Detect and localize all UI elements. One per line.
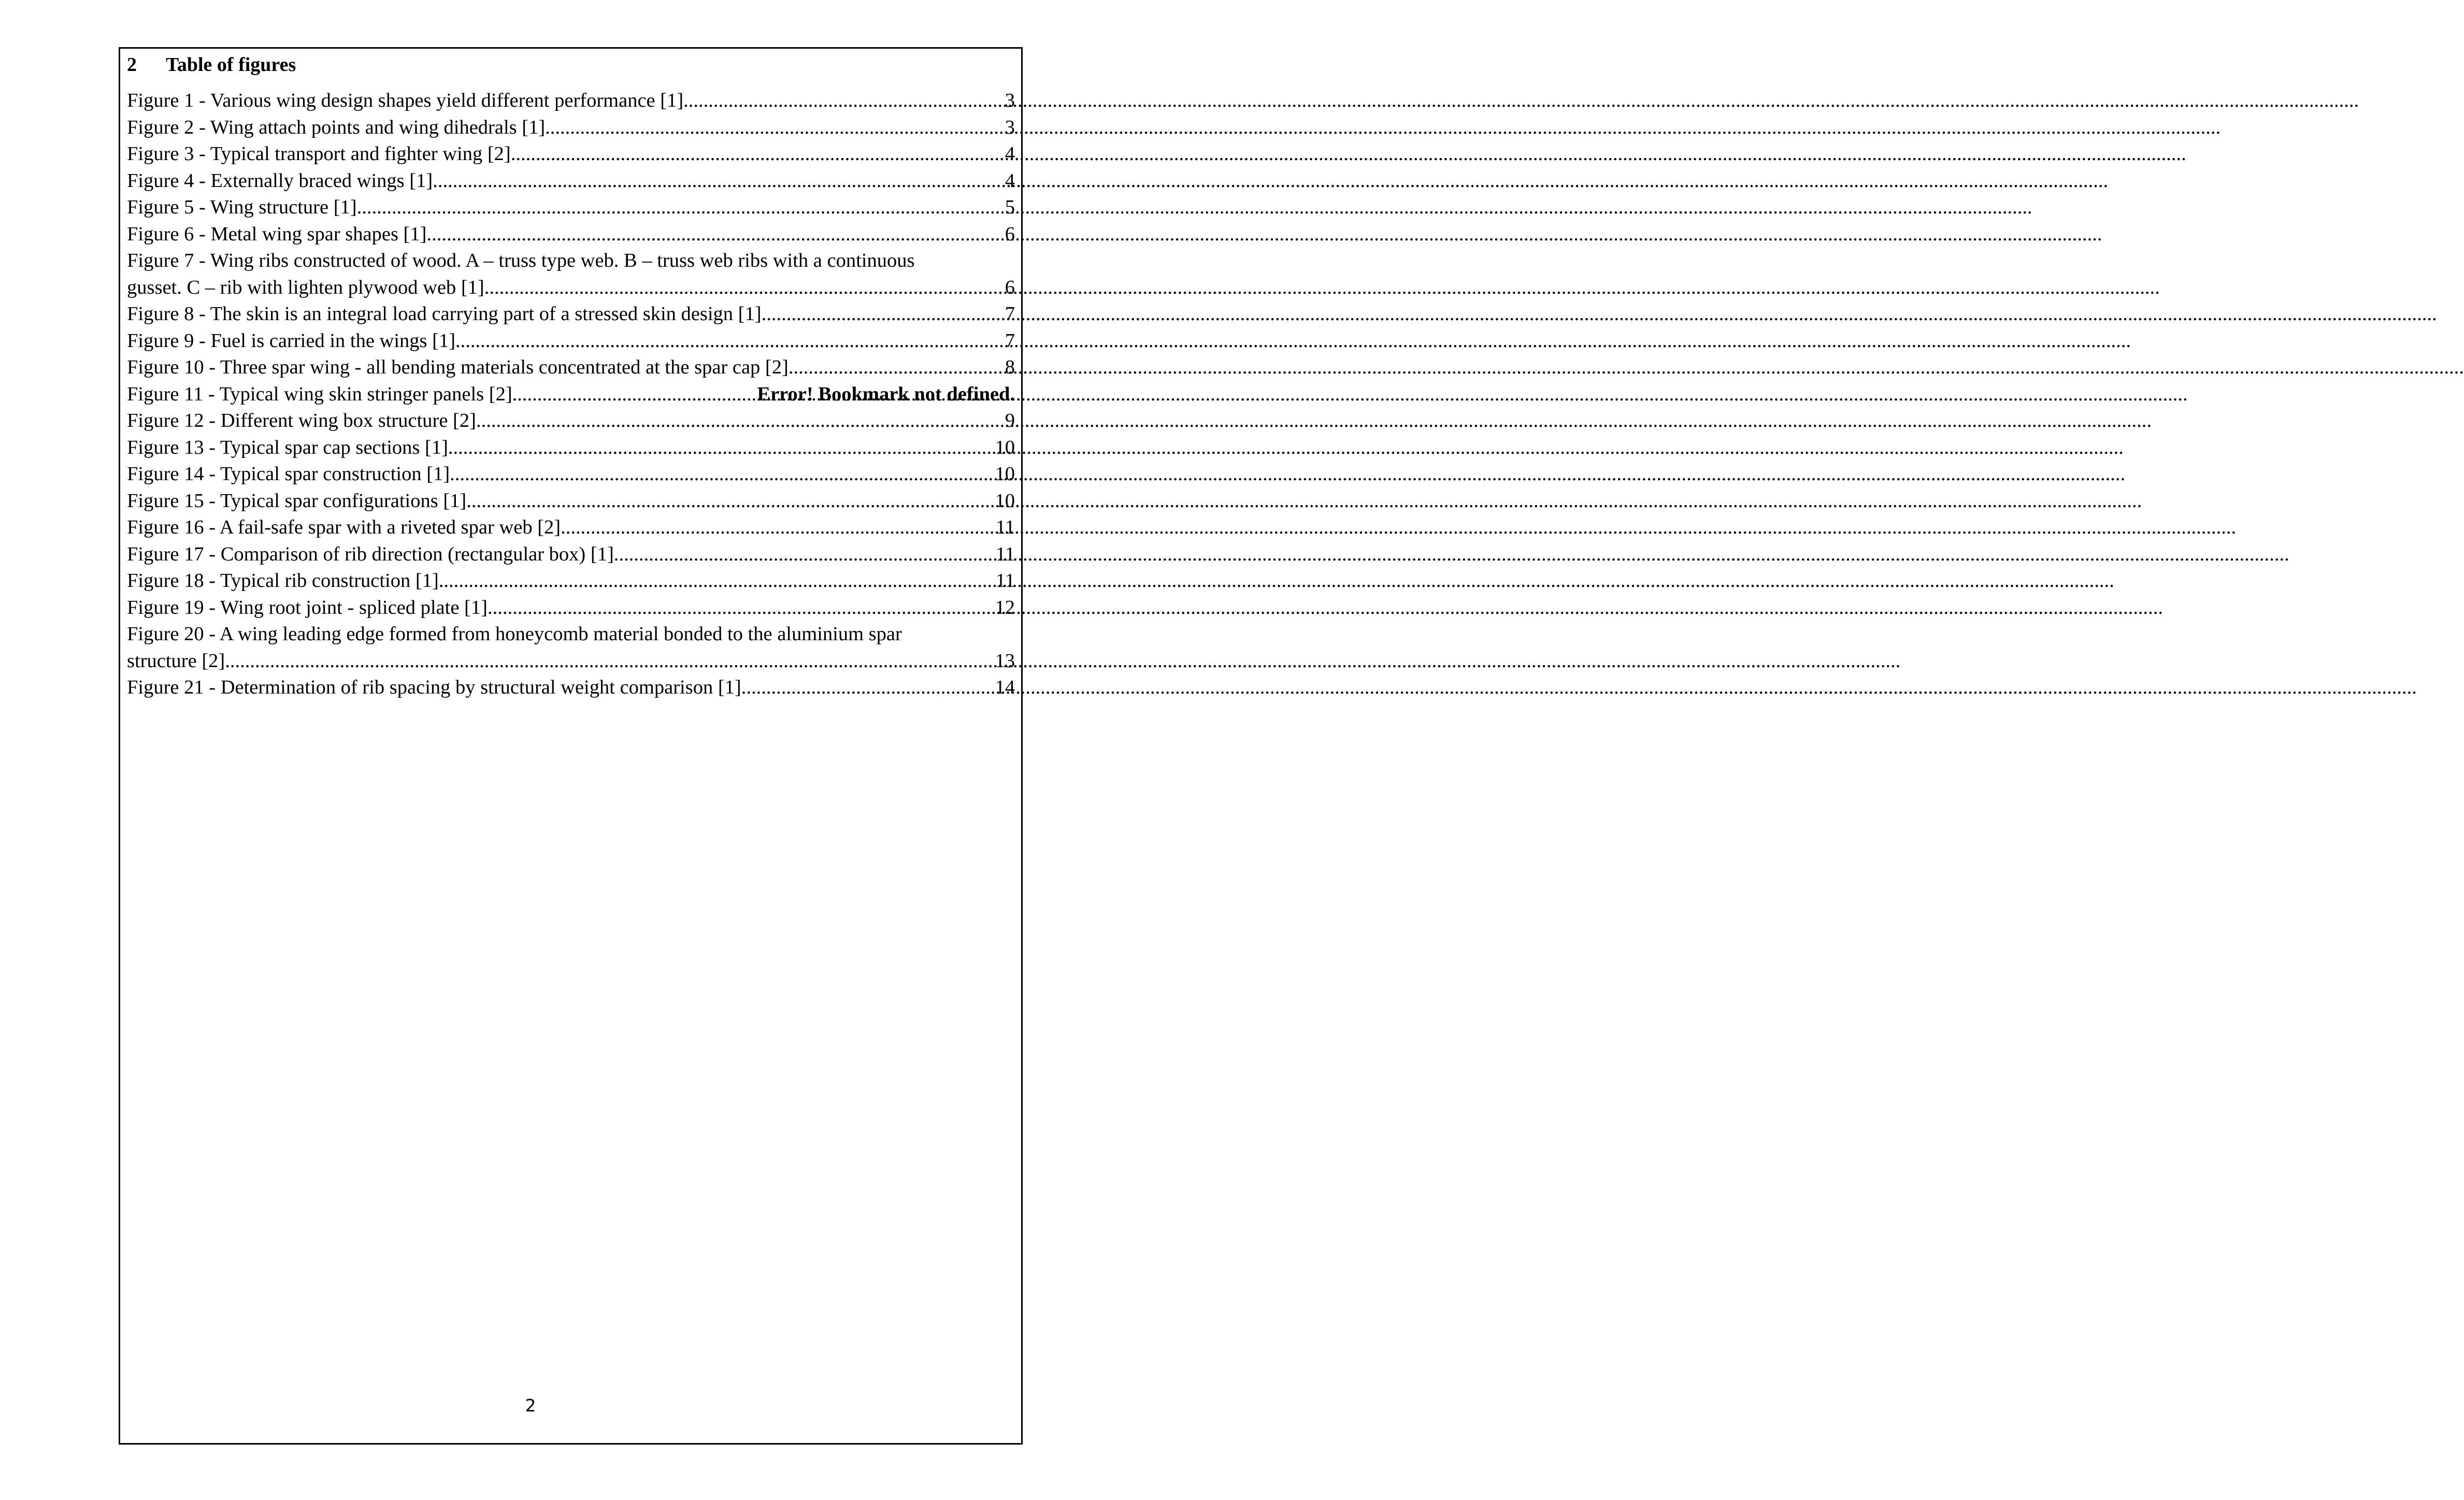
toc-entry-text: gusset. C – rib with lighten plywood web [1]: [127, 276, 484, 298]
toc-entry[interactable]: [127, 514, 1015, 541]
toc-page-number: 11: [995, 516, 1015, 538]
dot-leader: [455, 328, 1005, 355]
toc-entry-line: [127, 408, 1015, 435]
toc-entry[interactable]: [127, 408, 1015, 435]
dot-leader: [545, 114, 1005, 141]
toc-entry[interactable]: [127, 381, 1015, 408]
dot-leader: [561, 514, 996, 541]
toc-page-number: 11: [995, 543, 1015, 565]
toc-entry-text: Figure 12 - Different wing box structure [2]: [127, 410, 476, 431]
toc-entry[interactable]: [127, 88, 1015, 114]
toc-page-number: 6: [1005, 276, 1015, 298]
toc-entry-text: Figure 8 - The skin is an integral load carrying part of a stressed skin design [1]: [127, 303, 762, 325]
dot-leader: [357, 194, 1005, 221]
toc-entry-text: Figure 10 - Three spar wing - all bending materials concentrated at the spar cap [2]: [127, 356, 789, 378]
toc-entry-text: Figure 16 - A fail-safe spar with a riveted spar web [2]: [127, 516, 561, 538]
toc-entry-line: [127, 488, 1015, 515]
toc-entry-text: Figure 20 - A wing leading edge formed from honeycomb material bonded to the aluminium spar: [127, 623, 902, 645]
dot-leader: [488, 595, 995, 622]
toc-entry-text: Figure 13 - Typical spar cap sections [1]: [127, 436, 448, 458]
toc-entry[interactable]: [127, 488, 1015, 515]
toc-entry-text: Figure 15 - Typical spar configurations [1]: [127, 489, 467, 512]
toc-entry-line: [127, 381, 1015, 408]
dot-leader: [789, 354, 1005, 381]
dot-leader: [426, 221, 1005, 248]
toc-entry-line: [127, 248, 1015, 275]
toc-entry-text: Figure 7 - Wing ribs constructed of wood. A – truss type web. B – truss web ribs with a continuous: [127, 250, 915, 271]
section-heading: [127, 52, 296, 78]
dot-leader: [614, 541, 996, 568]
toc-entry[interactable]: [127, 141, 1015, 168]
toc-entry[interactable]: [127, 435, 1015, 461]
toc-entry-text: structure [2]: [127, 650, 225, 672]
dot-leader: [450, 461, 995, 488]
dot-leader: [225, 648, 995, 675]
dot-leader: [439, 568, 996, 595]
toc-page-number: Error! Bookmark not defined.: [757, 383, 1015, 405]
toc-entry-line: [127, 568, 1015, 595]
toc-entry-text: Figure 3 - Typical transport and fighter wing [2]: [127, 143, 511, 165]
toc-page-number: 5: [1005, 196, 1015, 218]
toc-entry-text: Figure 17 - Comparison of rib direction (rectangular box) [1]: [127, 543, 614, 565]
dot-leader: [762, 301, 1005, 328]
toc-page-number: 14: [995, 676, 1015, 698]
toc-entry-text: Figure 19 - Wing root joint - spliced plate [1]: [127, 596, 488, 618]
toc-page-number: 10: [995, 489, 1015, 512]
toc-entry-line: [127, 275, 1015, 301]
toc-entry-line: [127, 354, 1015, 381]
toc-entry-line: [127, 541, 1015, 568]
toc-entry-line: [127, 221, 1015, 248]
toc-entry[interactable]: [127, 221, 1015, 248]
toc-entry[interactable]: [127, 595, 1015, 622]
dot-leader: [484, 275, 1005, 301]
toc-page-number: 3: [1005, 116, 1015, 138]
toc-entry-line: [127, 514, 1015, 541]
toc-entry[interactable]: [127, 194, 1015, 221]
toc-entry-text: Figure 18 - Typical rib construction [1]: [127, 570, 439, 592]
toc-entry-line: [127, 301, 1015, 328]
toc-entry-line: [127, 674, 1015, 701]
toc-entry-line: [127, 648, 1015, 675]
toc-page-number: 9: [1005, 410, 1015, 431]
toc-entry-text: Figure 4 - Externally braced wings [1]: [127, 169, 433, 192]
toc-entry[interactable]: [127, 328, 1015, 355]
toc-entry-line: [127, 168, 1015, 195]
dot-leader: [683, 88, 1005, 114]
toc-entry-line: [127, 435, 1015, 461]
dot-leader: [476, 408, 1005, 435]
dot-leader: [448, 435, 995, 461]
toc-entry[interactable]: [127, 568, 1015, 595]
toc-page-number: 7: [1005, 303, 1015, 325]
toc-entry[interactable]: [127, 301, 1015, 328]
dot-leader: [466, 488, 995, 515]
toc-page-number: 10: [995, 436, 1015, 458]
dot-leader: [511, 141, 1005, 168]
toc-entry-text: Figure 1 - Various wing design shapes yield different performance [1]: [127, 90, 684, 111]
toc-entry[interactable]: [127, 248, 1015, 301]
toc-page-number: 12: [995, 596, 1015, 618]
toc-page-number: 4: [1005, 143, 1015, 165]
toc-page-number: 10: [995, 463, 1015, 485]
toc-entry-line: [127, 141, 1015, 168]
toc-entry[interactable]: [127, 114, 1015, 141]
toc-entry-text: Figure 9 - Fuel is carried in the wings [1]: [127, 329, 456, 352]
toc-page-number: 8: [1005, 356, 1015, 378]
section-number: 2: [127, 54, 137, 76]
dot-leader: [741, 674, 995, 701]
toc-entry[interactable]: [127, 168, 1015, 195]
toc-entry-line: [127, 114, 1015, 141]
toc-entry-text: Figure 21 - Determination of rib spacing by structural weight comparison [1]: [127, 676, 741, 698]
toc-entry-line: [127, 461, 1015, 488]
toc-entry-line: [127, 621, 1015, 648]
toc-entry-line: [127, 88, 1015, 114]
toc-entry-line: [127, 595, 1015, 622]
toc-entry[interactable]: [127, 354, 1015, 381]
toc-entry-text: Figure 11 - Typical wing skin stringer panels [2]: [127, 383, 512, 405]
toc-entry-text: Figure 5 - Wing structure [1]: [127, 196, 357, 218]
toc-page-number: 6: [1005, 223, 1015, 245]
toc-entry[interactable]: [127, 621, 1015, 674]
toc-entry-text: Figure 6 - Metal wing spar shapes [1]: [127, 223, 427, 245]
table-of-figures: [127, 88, 1015, 701]
toc-entry-text: Figure 2 - Wing attach points and wing dihedrals [1]: [127, 116, 546, 138]
toc-entry[interactable]: [127, 541, 1015, 568]
page-number: 2: [525, 1395, 536, 1416]
toc-page-number: 3: [1005, 90, 1015, 111]
toc-entry-line: [127, 194, 1015, 221]
toc-page-number: 11: [995, 570, 1015, 592]
toc-entry-line: [127, 328, 1015, 355]
toc-entry[interactable]: [127, 674, 1015, 701]
dot-leader: [512, 381, 757, 408]
toc-page-number: 4: [1005, 169, 1015, 192]
toc-entry-text: Figure 14 - Typical spar construction [1]: [127, 463, 450, 485]
toc-entry[interactable]: [127, 461, 1015, 488]
dot-leader: [433, 168, 1005, 195]
toc-page-number: 7: [1005, 329, 1015, 352]
toc-page-number: 13: [995, 650, 1015, 672]
section-title: Table of figures: [166, 54, 296, 76]
